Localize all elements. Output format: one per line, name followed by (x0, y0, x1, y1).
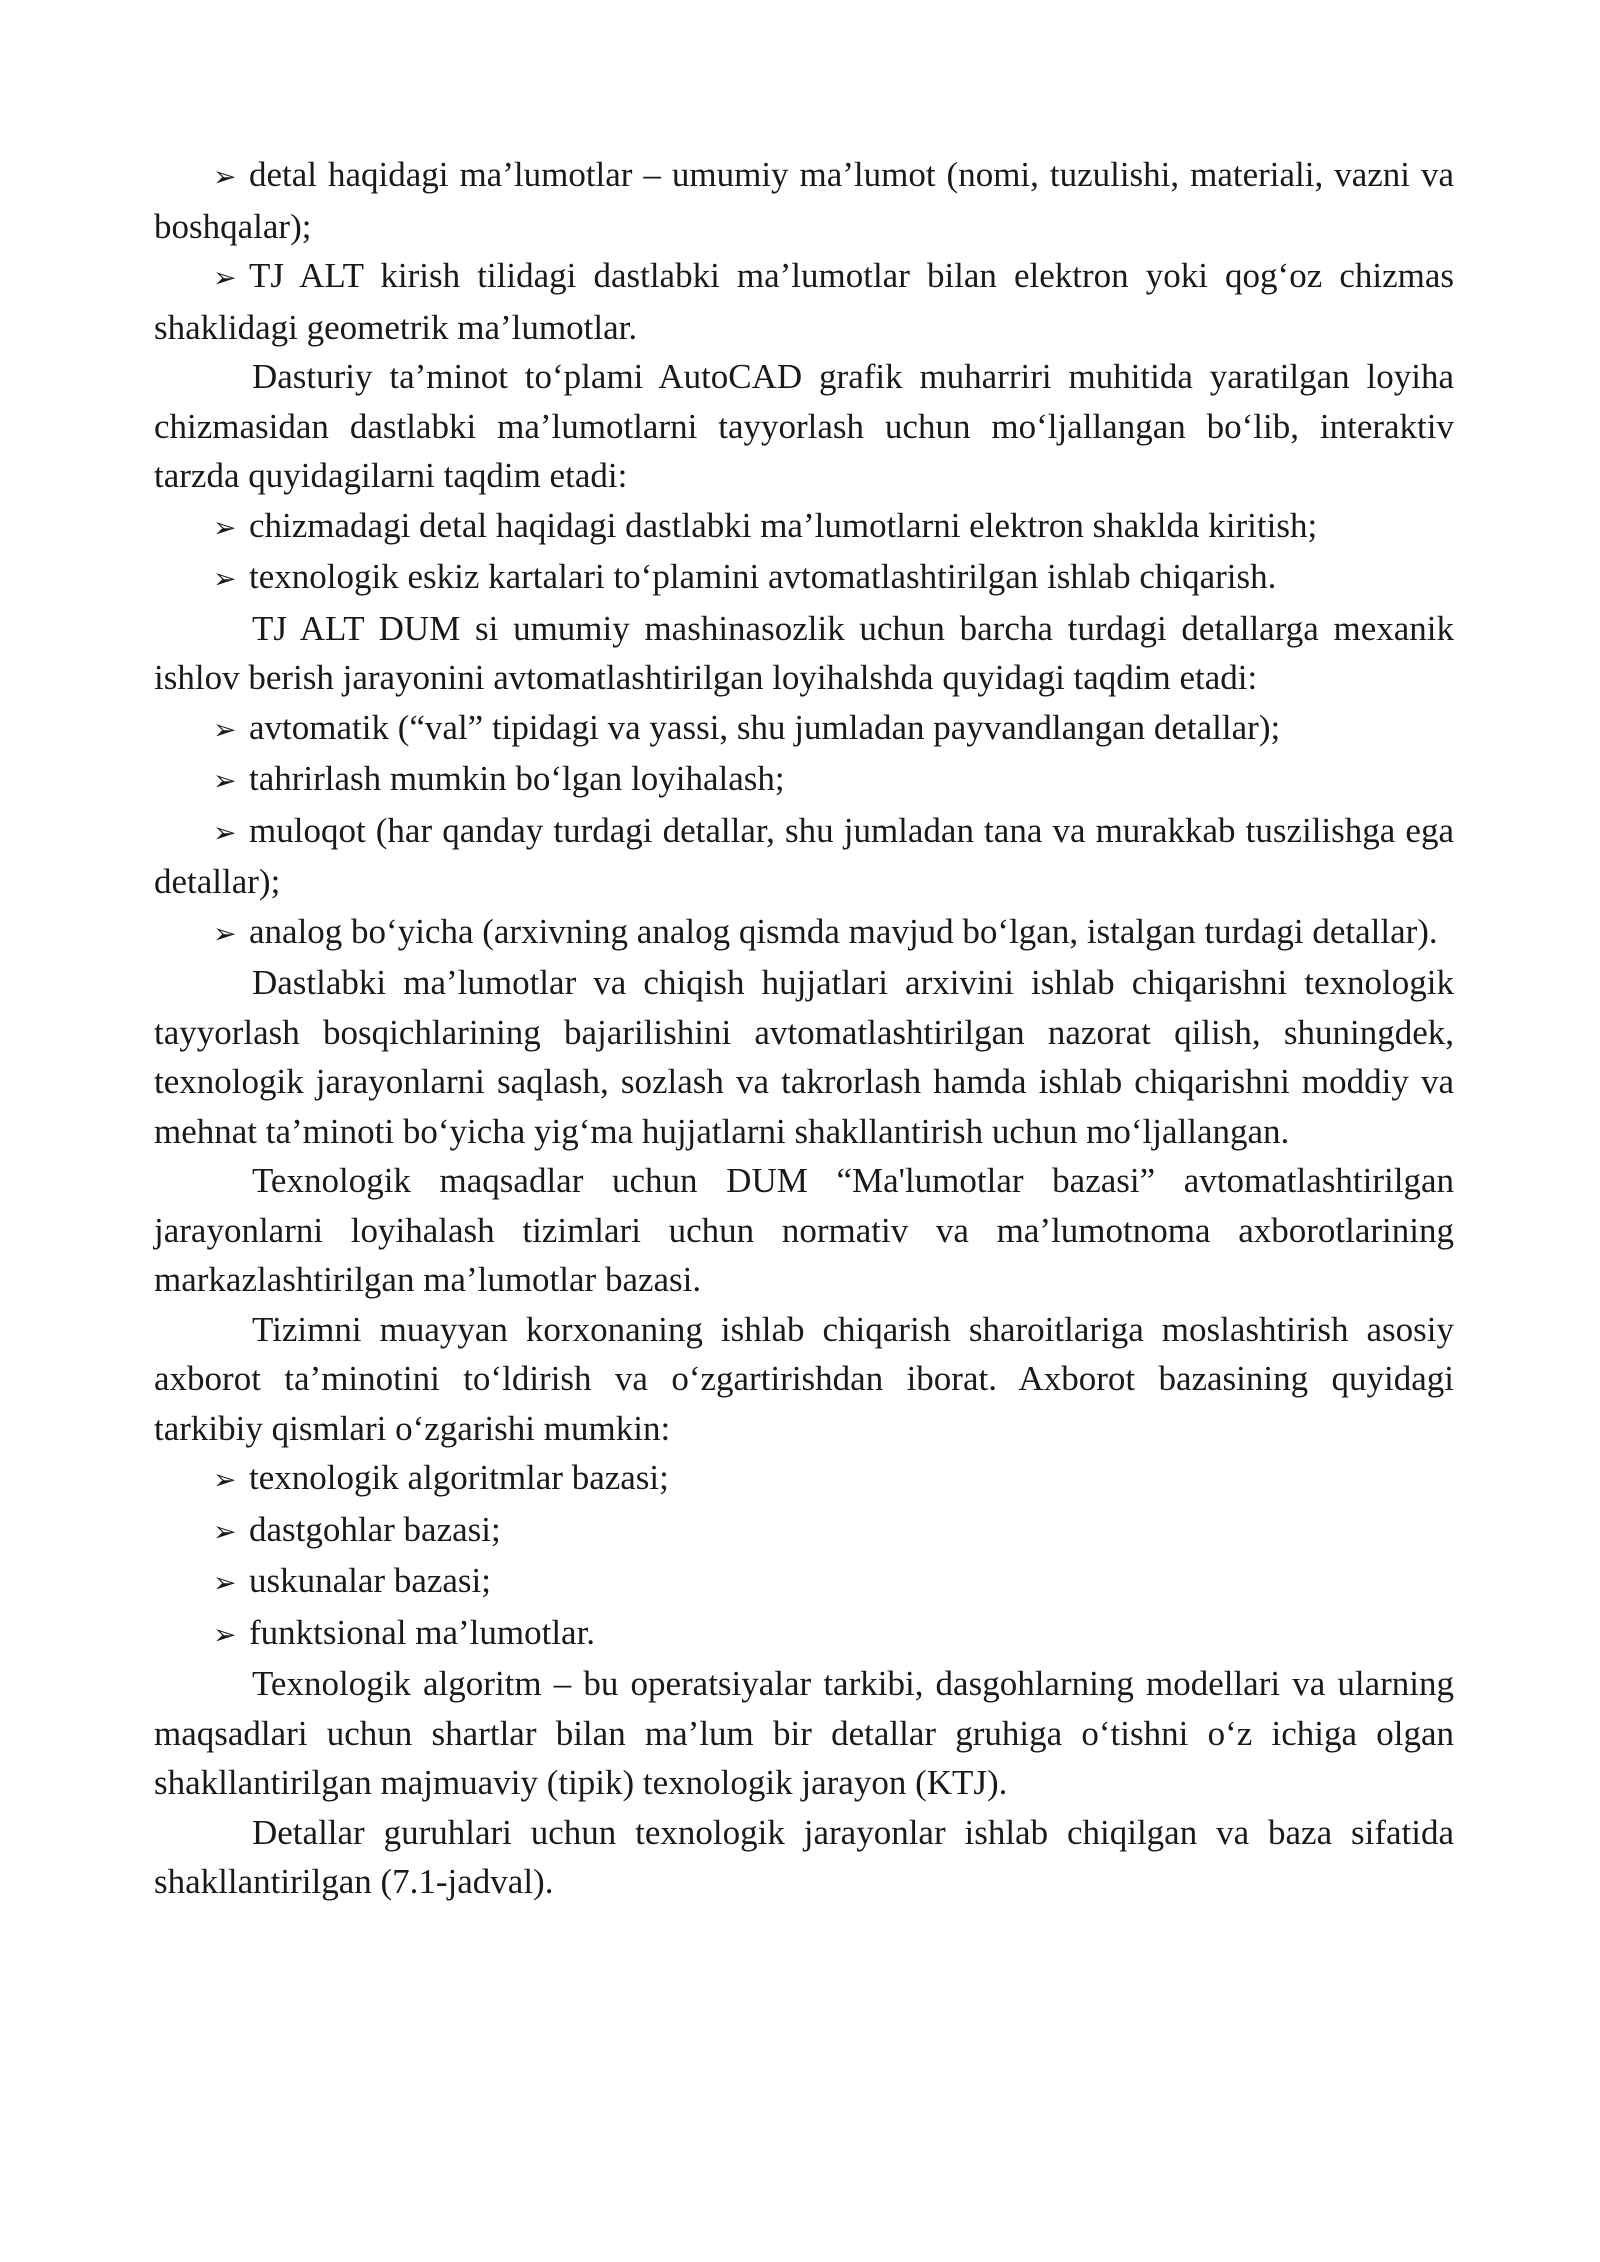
bullet-item (154, 703, 1454, 755)
paragraph: Texnologik maqsadlar uchun DUM “Ma'lumotlar bazasi” avtomatlashtirilgan jarayonlarni loyihalash tizimlari uchun normativ va ma’lumotnoma axborotlarining markazlashtirilgan ma’lumotlar bazasi. (154, 1161, 1454, 1299)
bullet-text: analog bo‘yicha (arxivning analog qismda mavjud bo‘lgan, istalgan turdagi detallar). (249, 911, 1438, 951)
arrowhead-bullet-icon: ➢ (213, 712, 237, 746)
paragraph: TJ ALT DUM si umumiy mashinasozlik uchun barcha turdagi detallarga mexanik ishlov berish jarayonini avtomatlashtirilgan loyihalshda quyidagi taqdim etadi: (154, 608, 1454, 697)
bullet-item (154, 907, 1454, 959)
document-page (154, 150, 1454, 1907)
bullet-text: tahrirlash mumkin bo‘lgan loyihalash; (249, 759, 785, 798)
arrowhead-bullet-icon: ➢ (213, 815, 237, 849)
bullet-text: uskunalar bazasi; (249, 1561, 491, 1600)
arrowhead-bullet-icon: ➢ (213, 261, 237, 294)
bullet-text: texnologik algoritmlar bazasi; (249, 1458, 669, 1497)
paragraph: Dasturiy ta’minot to‘plami AutoCAD grafik muharriri muhitida yaratilgan loyiha chizmasidan dastlabki ma’lumotlarni tayyorlash uchun mo‘ljallangan bo‘lib, interaktiv tarzda quyidagilarni taqdim etadi: (154, 357, 1454, 495)
paragraph: Texnologik algoritm – bu operatsiyalar tarkibi, dasgohlarning modellari va ularning maqsadlari uchun shartlar bilan ma’lum bir detallar gruhiga o‘tishni o‘z ichiga olgan shakllantirilgan majmuaviy (tipik) texnologik jarayon (KTJ). (154, 1664, 1454, 1802)
arrowhead-bullet-icon: ➢ (213, 160, 237, 193)
arrowhead-bullet-icon: ➢ (213, 1617, 237, 1651)
arrowhead-bullet-icon: ➢ (213, 1463, 237, 1496)
paragraph: Dastlabki ma’lumotlar va chiqish hujjatlari arxivini ishlab chiqarishni texnologik tayyorlash bosqichlarining bajarilishini avtomatlashtirilgan nazorat qilish, shuningdek, texnologik jarayonlarni saqlash, sozlash va takrorlash hamda ishlab chiqarishni moddiy va mehnat ta’minoti bo‘yicha yig‘ma hujjatlarni shakllantirish uchun mo‘ljallangan. (154, 963, 1454, 1151)
bullet-item (154, 1505, 1454, 1557)
bullet-item (154, 754, 1454, 806)
paragraph: Tizimni muayyan korxonaning ishlab chiqarish sharoitlariga moslashtirish asosiy axborot ta’minotini to‘ldirish va o‘zgartirishdan iborat. Axborot bazasining quyidagi tarkibiy qismlari o‘zgarishi mumkin: (154, 1309, 1454, 1448)
arrowhead-bullet-icon: ➢ (213, 916, 237, 950)
bullet-text: TJ ALT kirish tilidagi dastlabki ma’lumotlar bilan elektron yoki qog‘oz chizmas shaklidagi geometrik ma’lumotlar. (154, 256, 1454, 347)
arrowhead-bullet-icon: ➢ (213, 1514, 237, 1548)
bullet-text: dastgohlar bazasi; (249, 1509, 501, 1549)
bullet-item (154, 251, 1454, 352)
arrowhead-bullet-icon: ➢ (213, 764, 237, 797)
bullet-item (154, 552, 1454, 604)
bullet-item (154, 1453, 1454, 1505)
bullet-item (154, 150, 1454, 251)
bullet-item (154, 1556, 1454, 1608)
bullet-text: texnologik eskiz kartalari to‘plamini avtomatlashtirilgan ishlab chiqarish. (249, 557, 1277, 596)
bullet-text: funktsional ma’lumotlar. (249, 1612, 596, 1652)
bullet-text: chizmadagi detal haqidagi dastlabki ma’lumotlarni elektron shaklda kiritish; (249, 505, 1318, 545)
bullet-text: muloqot (har qanday turdagi detallar, shu jumladan tana va murakkab tuszilishga ega detallar); (154, 810, 1454, 901)
bullet-text: detal haqidagi ma’lumotlar – umumiy ma’lumot (nomi, tuzulishi, materiali, vazni va boshqalar); (154, 155, 1454, 246)
arrowhead-bullet-icon: ➢ (213, 1566, 237, 1599)
paragraph: Detallar guruhlari uchun texnologik jarayonlar ishlab chiqilgan va baza sifatida shakllantirilgan (7.1-jadval). (154, 1812, 1454, 1901)
bullet-item (154, 501, 1454, 553)
arrowhead-bullet-icon: ➢ (213, 510, 237, 544)
bullet-item (154, 806, 1454, 907)
bullet-item (154, 1608, 1454, 1660)
arrowhead-bullet-icon: ➢ (213, 562, 237, 595)
bullet-text: avtomatik (“val” tipidagi va yassi, shu jumladan payvandlangan detallar); (249, 707, 1281, 747)
